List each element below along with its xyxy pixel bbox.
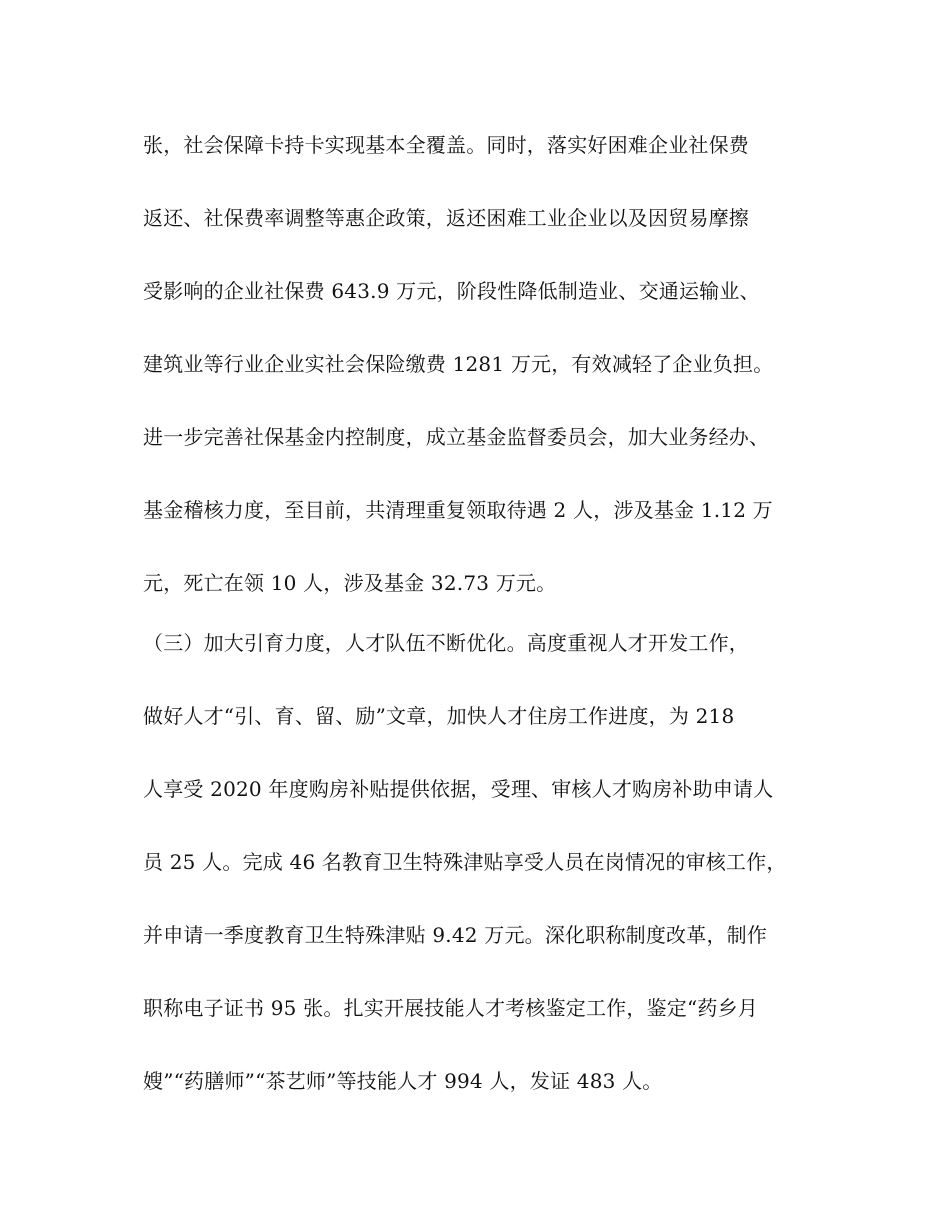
paragraph-line: 建筑业等行业企业实社会保险缴费 1281 万元，有效减轻了企业负担。 [143,352,774,376]
paragraph-line: 做好人才“引、育、留、励”文章，加快人才住房工作进度，为 218 [143,704,735,728]
paragraph-line: 张，社会保障卡持卡实现基本全覆盖。同时，落实好困难企业社保费 [143,133,749,157]
paragraph-line: 基金稽核力度，至目前，共清理重复领取待遇 2 人，涉及基金 1.12 万 [143,498,773,522]
paragraph-line: 员 25 人。完成 46 名教育卫生特殊津贴享受人员在岗情况的审核工作， [143,850,787,874]
paragraph-line: 嫂”“药膳师”“茶艺师”等技能人才 994 人，发证 483 人。 [143,1069,663,1093]
section-heading-line: （三）加大引育力度，人才队伍不断优化。高度重视人才开发工作， [143,631,749,655]
paragraph-line: 进一步完善社保基金内控制度，成立基金监督委员会，加大业务经办、 [143,425,770,449]
paragraph-line: 元，死亡在领 10 人，涉及基金 32.73 万元。 [143,571,557,595]
paragraph-line: 返还、社保费率调整等惠企政策，返还困难工业企业以及因贸易摩擦 [143,206,749,230]
paragraph-line: 职称电子证书 95 张。扎实开展技能人才考核鉴定工作，鉴定“药乡月 [143,996,758,1020]
paragraph-line: 人享受 2020 年度购房补贴提供依据，受理、审核人才购房补助申请人 [143,777,774,801]
paragraph-line: 受影响的企业社保费 643.9 万元，阶段性降低制造业、交通运输业、 [143,279,760,303]
paragraph-line: 并申请一季度教育卫生特殊津贴 9.42 万元。深化职称制度改革，制作 [143,923,768,947]
